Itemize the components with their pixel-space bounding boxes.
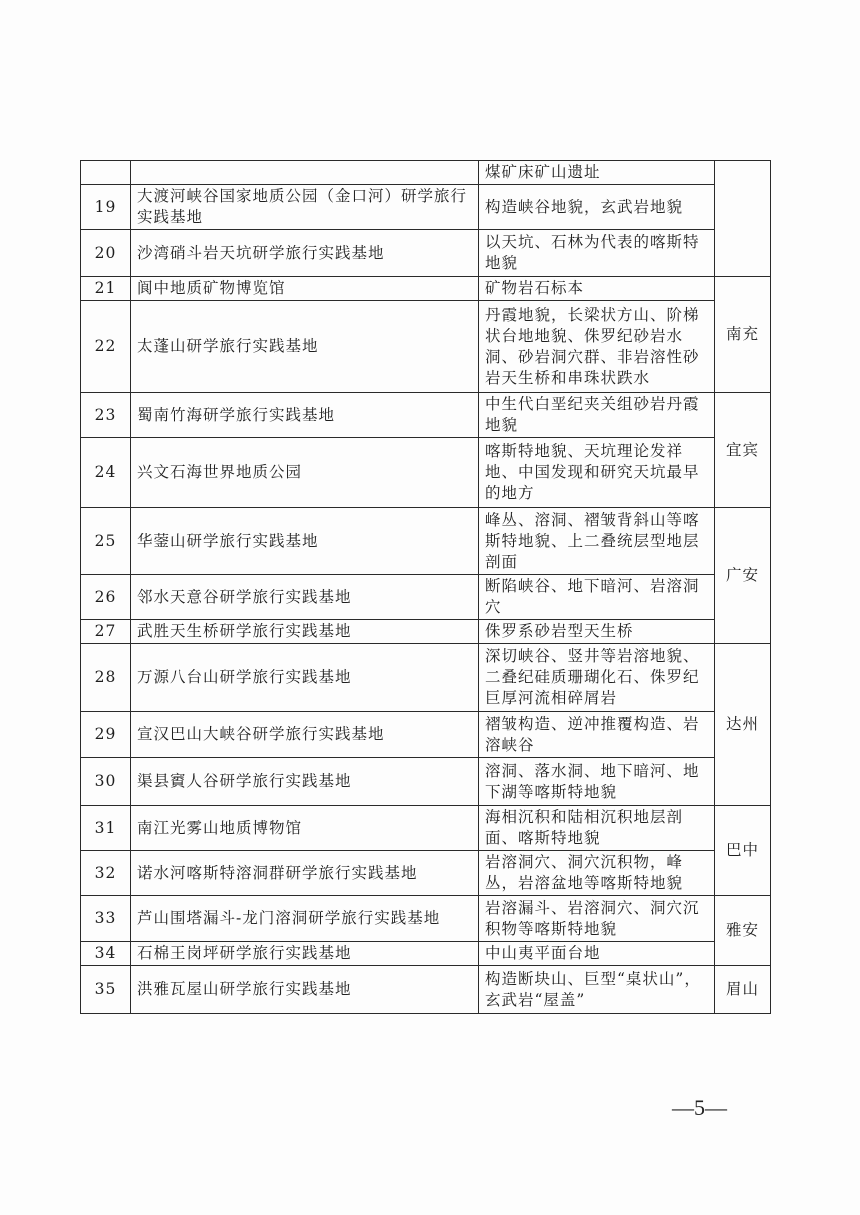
table-row xyxy=(81,301,771,393)
table-row xyxy=(81,277,771,301)
site-feature: 岩溶洞穴、洞穴沉积物，峰丛，岩溶盆地等喀斯特地貌 xyxy=(479,851,715,896)
site-name: 宣汉巴山大峡谷研学旅行实践基地 xyxy=(131,712,479,758)
site-name: 武胜天生桥研学旅行实践基地 xyxy=(131,620,479,644)
site-name: 渠县賨人谷研学旅行实践基地 xyxy=(131,758,479,806)
table-row xyxy=(81,896,771,942)
table-row xyxy=(81,161,771,185)
row-number: 21 xyxy=(81,277,131,301)
site-feature: 中生代白垩纪夹关组砂岩丹霞地貌 xyxy=(479,393,715,438)
region-cell-empty xyxy=(715,161,771,277)
site-feature: 断陷峡谷、地下暗河、岩溶洞穴 xyxy=(479,575,715,620)
row-number: 22 xyxy=(81,301,131,393)
site-name: 芦山围塔漏斗-龙门溶洞研学旅行实践基地 xyxy=(131,896,479,942)
site-feature: 煤矿床矿山遗址 xyxy=(479,161,715,185)
row-number: 26 xyxy=(81,575,131,620)
site-name: 太蓬山研学旅行实践基地 xyxy=(131,301,479,393)
row-number xyxy=(81,161,131,185)
site-name: 大渡河峡谷国家地质公园（金口河）研学旅行实践基地 xyxy=(131,185,479,230)
table-row xyxy=(81,508,771,575)
table-row xyxy=(81,942,771,966)
site-name xyxy=(131,161,479,185)
site-feature: 构造断块山、巨型“桌状山”，玄武岩“屋盖” xyxy=(479,966,715,1014)
row-number: 28 xyxy=(81,644,131,712)
table-row xyxy=(81,806,771,851)
site-name: 邻水天意谷研学旅行实践基地 xyxy=(131,575,479,620)
row-number: 27 xyxy=(81,620,131,644)
region-cell: 广安 xyxy=(715,508,771,644)
table-row xyxy=(81,230,771,277)
row-number: 30 xyxy=(81,758,131,806)
row-number: 20 xyxy=(81,230,131,277)
row-number: 19 xyxy=(81,185,131,230)
table-row xyxy=(81,851,771,896)
site-name: 诺水河喀斯特溶洞群研学旅行实践基地 xyxy=(131,851,479,896)
site-name: 蜀南竹海研学旅行实践基地 xyxy=(131,393,479,438)
row-number: 34 xyxy=(81,942,131,966)
site-feature: 矿物岩石标本 xyxy=(479,277,715,301)
site-name: 兴文石海世界地质公园 xyxy=(131,438,479,508)
site-name: 华蓥山研学旅行实践基地 xyxy=(131,508,479,575)
row-number: 31 xyxy=(81,806,131,851)
table-row xyxy=(81,575,771,620)
region-cell: 达州 xyxy=(715,644,771,806)
region-cell: 眉山 xyxy=(715,966,771,1014)
site-feature: 构造峡谷地貌，玄武岩地貌 xyxy=(479,185,715,230)
table-row xyxy=(81,438,771,508)
region-cell: 雅安 xyxy=(715,896,771,966)
site-feature: 深切峡谷、竖井等岩溶地貌、二叠纪硅质珊瑚化石、侏罗纪巨厚河流相碎屑岩 xyxy=(479,644,715,712)
geology-sites-table xyxy=(80,160,771,1014)
table-row xyxy=(81,712,771,758)
site-name: 南江光雾山地质博物馆 xyxy=(131,806,479,851)
site-name: 沙湾硝斗岩天坑研学旅行实践基地 xyxy=(131,230,479,277)
table-row xyxy=(81,620,771,644)
row-number: 25 xyxy=(81,508,131,575)
site-name: 阆中地质矿物博览馆 xyxy=(131,277,479,301)
region-cell: 巴中 xyxy=(715,806,771,896)
site-feature: 海相沉积和陆相沉积地层剖面、喀斯特地貌 xyxy=(479,806,715,851)
row-number: 23 xyxy=(81,393,131,438)
site-name: 石棉王岗坪研学旅行实践基地 xyxy=(131,942,479,966)
region-cell: 宜宾 xyxy=(715,393,771,508)
site-feature: 岩溶漏斗、岩溶洞穴、洞穴沉积物等喀斯特地貌 xyxy=(479,896,715,942)
table-row xyxy=(81,758,771,806)
site-feature: 以天坑、石林为代表的喀斯特地貌 xyxy=(479,230,715,277)
site-feature: 溶洞、落水洞、地下暗河、地下湖等喀斯特地貌 xyxy=(479,758,715,806)
region-cell: 南充 xyxy=(715,277,771,393)
site-feature: 侏罗系砂岩型天生桥 xyxy=(479,620,715,644)
site-name: 万源八台山研学旅行实践基地 xyxy=(131,644,479,712)
site-feature: 喀斯特地貌、天坑理论发祥地、中国发现和研究天坑最早的地方 xyxy=(479,438,715,508)
row-number: 33 xyxy=(81,896,131,942)
table-row xyxy=(81,185,771,230)
row-number: 32 xyxy=(81,851,131,896)
row-number: 35 xyxy=(81,966,131,1014)
table-row xyxy=(81,393,771,438)
table-row xyxy=(81,644,771,712)
row-number: 24 xyxy=(81,438,131,508)
site-feature: 峰丛、溶洞、褶皱背斜山等喀斯特地貌、上二叠统层型地层剖面 xyxy=(479,508,715,575)
site-feature: 丹霞地貌，长梁状方山、阶梯状台地地貌、侏罗纪砂岩水洞、砂岩洞穴群、非岩溶性砂岩天生桥和串珠状跌水 xyxy=(479,301,715,393)
site-feature: 褶皱构造、逆冲推覆构造、岩溶峡谷 xyxy=(479,712,715,758)
site-name: 洪雅瓦屋山研学旅行实践基地 xyxy=(131,966,479,1014)
table-row xyxy=(81,966,771,1014)
row-number: 29 xyxy=(81,712,131,758)
site-feature: 中山夷平面台地 xyxy=(479,942,715,966)
page-number: —5— xyxy=(672,1095,727,1120)
